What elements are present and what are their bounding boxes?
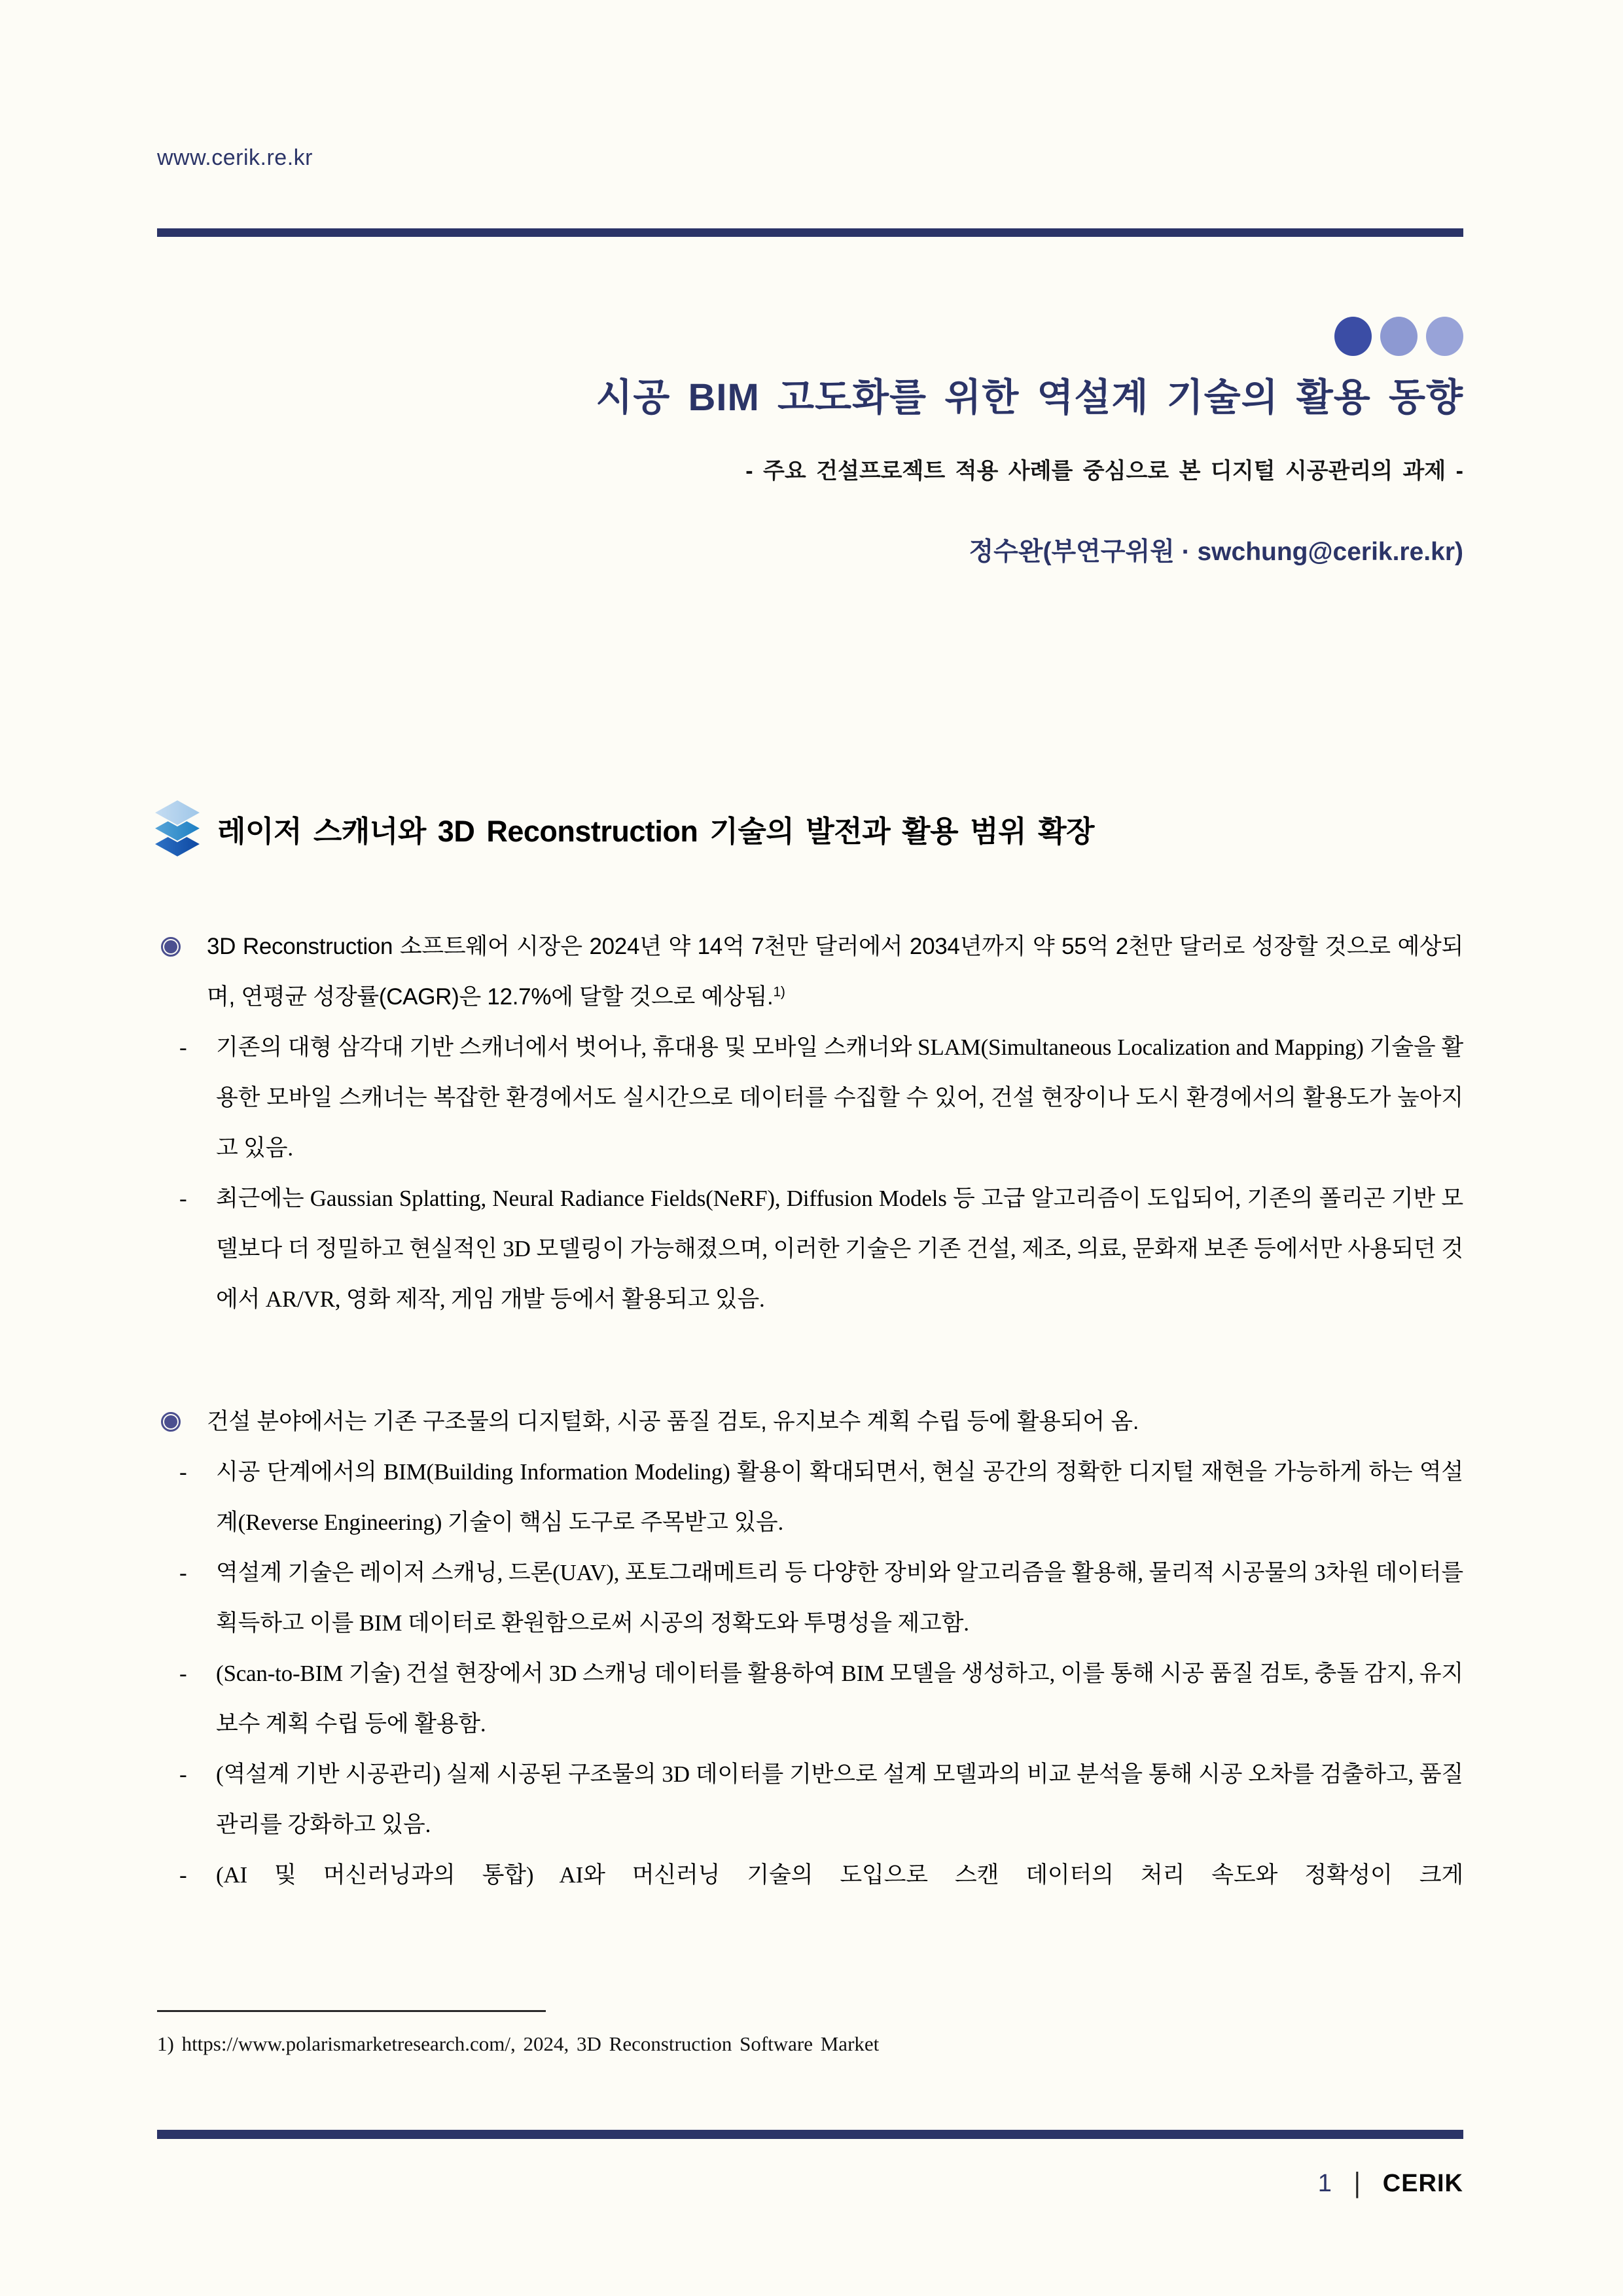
dot-light-icon	[1426, 317, 1463, 356]
main-bullet-text: 3D Reconstruction 소프트웨어 시장은 2024년 약 14억 7천만 달러에서 2034년까지 약 55억 2천만 달러로 성장할 것으로 예상되며, 연평균 성장률(CAGR)은 12.7%에 달할 것으로 예상됨.$^{1)}$	[207, 934, 1463, 1010]
footnote-rule	[157, 2010, 546, 2012]
dash-marker: -	[179, 1661, 187, 1686]
sub-bullet-item	[157, 1547, 1463, 1648]
sub-bullet-item	[157, 1749, 1463, 1850]
sub-bullet-text: (Scan-to-BIM 기술) 건설 현장에서 3D 스캐닝 데이터를 활용하여 BIM 모델을 생성하고, 이를 통해 시공 품질 검토, 충돌 감지, 유지보수 계획 수립 등에 활용함.	[216, 1661, 1463, 1737]
layers-icon	[152, 794, 203, 862]
sub-bullet-text: 시공 단계에서의 BIM(Building Information Modeling) 활용이 확대되면서, 현실 공간의 정확한 디지털 재현을 가능하게 하는 역설계(Reverse Engineering) 기술이 핵심 도구로 주목받고 있음.	[216, 1459, 1463, 1535]
main-bullet-item	[157, 1396, 1463, 1447]
dash-marker: -	[179, 1186, 187, 1211]
sub-bullet-text: 기존의 대형 삼각대 기반 스캐너에서 벗어나, 휴대용 및 모바일 스캐너와 SLAM(Simultaneous Localization and Mapping) 기술을 활용한 모바일 스캐너는 복잡한 환경에서도 실시간으로 데이터를 수집할 수 있어, 건설 현장이나 도시 환경에서의 활용도가 높아지고 있음.	[216, 1034, 1463, 1161]
sub-bullet-item	[157, 1648, 1463, 1749]
main-bullet-text: 건설 분야에서는 기존 구조물의 디지털화, 시공 품질 검토, 유지보수 계획 수립 등에 활용되어 옴.	[207, 1409, 1139, 1434]
site-url: www.cerik.re.kr	[157, 145, 313, 170]
sub-bullet-text: 역설계 기술은 레이저 스캐닝, 드론(UAV), 포토그래메트리 등 다양한 장비와 알고리즘을 활용해, 물리적 시공물의 3차원 데이터를 획득하고 이를 BIM 데이터로 환원함으로써 시공의 정확도와 투명성을 제고함.	[216, 1560, 1463, 1636]
dot-dark-icon	[1334, 317, 1372, 356]
sub-bullet-item	[157, 1850, 1463, 1900]
footnote-ref: 1)	[773, 984, 785, 1000]
section-heading	[152, 794, 1463, 862]
dash-marker: -	[179, 1459, 187, 1485]
sub-bullet-item	[157, 1173, 1463, 1324]
dot-mid-icon	[1380, 317, 1418, 356]
header-rule	[157, 228, 1463, 237]
sub-bullet-text: 최근에는 Gaussian Splatting, Neural Radiance Fields(NeRF), Diffusion Models 등 고급 알고리즘이 도입되어, 기존의 폴리곤 기반 모델보다 더 정밀하고 현실적인 3D 모델링이 가능해졌으며, 이러한 기술은 기존 건설, 제조, 의료, 문화재 보존 등에서만 사용되던 것에서 AR/VR, 영화 제작, 게임 개발 등에서 활용되고 있음.	[216, 1186, 1463, 1312]
author-line: 정수완(부연구위원 · swchung@cerik.re.kr)	[969, 538, 1463, 566]
report-title: 시공 BIM 고도화를 위한 역설계 기술의 활용 동향	[596, 376, 1463, 419]
dash-marker: -	[179, 1862, 187, 1888]
dash-marker: -	[179, 1560, 187, 1585]
title-dots	[1334, 317, 1463, 356]
page-number: 1	[1317, 2170, 1332, 2197]
footnote-text: 1) https://www.polarismarketresearch.com/, 2024, 3D Reconstruction Software Market	[157, 2032, 880, 2055]
bullet-group	[157, 1396, 1463, 1900]
body-content	[157, 921, 1463, 1900]
ringed-dot-bullet-icon	[161, 937, 181, 957]
sub-bullet-text: (AI 및 머신러닝과의 통합) AI와 머신러닝 기술의 도입으로 스캔 데이터의 처리 속도와 정확성이 크게	[216, 1862, 1463, 1888]
ringed-dot-bullet-icon	[161, 1412, 181, 1432]
sub-bullet-item	[157, 1447, 1463, 1547]
footer-rule	[157, 2130, 1463, 2139]
report-subtitle: - 주요 건설프로젝트 적용 사례를 중심으로 본 디지털 시공관리의 과제 -	[745, 459, 1463, 484]
section-title: 레이저 스캐너와 3D Reconstruction 기술의 발전과 활용 범위 확장	[217, 814, 1095, 848]
main-bullet-item	[157, 921, 1463, 1022]
dash-marker: -	[179, 1034, 187, 1060]
footer-brand: CERIK	[1382, 2170, 1463, 2197]
footer	[1317, 2167, 1463, 2200]
footer-separator: |	[1353, 2167, 1361, 2200]
bullet-group	[157, 921, 1463, 1324]
dash-marker: -	[179, 1761, 187, 1787]
sub-bullet-item	[157, 1022, 1463, 1173]
sub-bullet-text: (역설계 기반 시공관리) 실제 시공된 구조물의 3D 데이터를 기반으로 설계 모델과의 비교 분석을 통해 시공 오차를 검출하고, 품질 관리를 강화하고 있음.	[216, 1761, 1463, 1837]
